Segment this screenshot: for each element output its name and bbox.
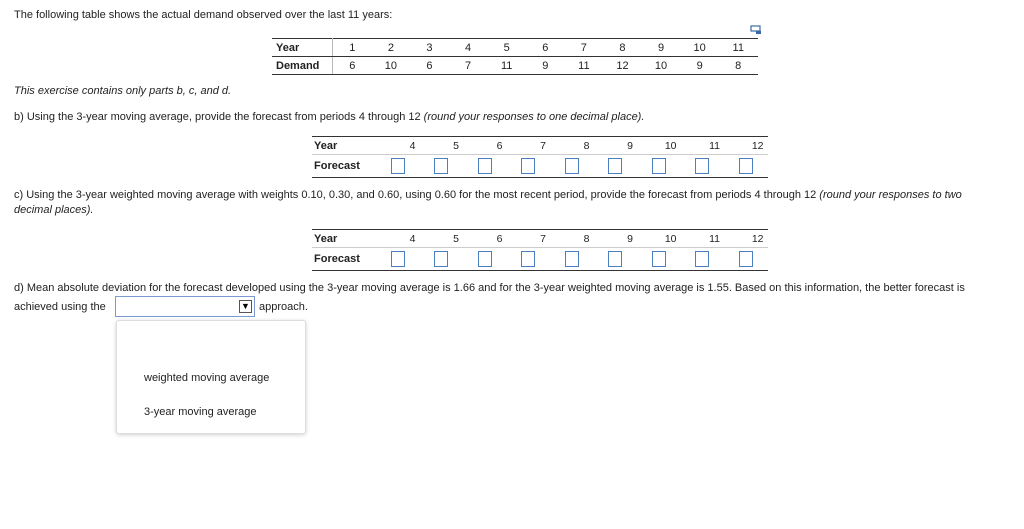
approach-dropdown-menu xyxy=(116,320,306,434)
part-c-forecast-table xyxy=(312,229,768,271)
part-b-year-cell: 6 xyxy=(463,137,507,155)
demand-year-cell: 1 xyxy=(333,39,372,57)
demand-year-cell: 10 xyxy=(680,39,719,57)
demand-value-cell: 7 xyxy=(449,57,488,75)
intro-text: The following table shows the actual demand observed over the last 11 years: xyxy=(14,9,393,21)
part-b-year-cell: 11 xyxy=(681,137,725,155)
approach-dropdown[interactable] xyxy=(115,296,255,317)
part-b-year-cell: 9 xyxy=(594,137,638,155)
part-b-forecast-input[interactable] xyxy=(521,158,535,174)
part-b-year-cell: 12 xyxy=(724,137,768,155)
part-b-year-cell: 8 xyxy=(550,137,594,155)
demand-value-cell: 10 xyxy=(642,57,681,75)
demand-year-cell: 2 xyxy=(372,39,411,57)
part-c-year-cell: 12 xyxy=(724,230,768,248)
part-c-forecast-cell xyxy=(463,248,507,271)
part-d-tail: approach. xyxy=(259,301,308,313)
part-c-forecast-input[interactable] xyxy=(521,251,535,267)
part-c-year-cell: 5 xyxy=(420,230,464,248)
part-b-forecast-input[interactable] xyxy=(608,158,622,174)
part-b-year-cell: 10 xyxy=(637,137,681,155)
part-c-year-cell: 8 xyxy=(550,230,594,248)
demand-value-cell: 6 xyxy=(410,57,449,75)
part-c-year-cell: 7 xyxy=(507,230,551,248)
exercise-note: This exercise contains only parts b, c, and d. xyxy=(14,85,232,97)
part-c-forecast-input[interactable] xyxy=(478,251,492,267)
part-b-forecast-input[interactable] xyxy=(652,158,666,174)
part-c-forecast-header: Forecast xyxy=(312,248,376,271)
demand-header: Demand xyxy=(272,57,333,75)
demand-value-cell: 11 xyxy=(487,57,526,75)
part-c-forecast-cell xyxy=(550,248,594,271)
demand-value-cell: 6 xyxy=(333,57,372,75)
part-c-year-cell: 9 xyxy=(594,230,638,248)
part-d-lead: achieved using the xyxy=(14,301,106,313)
demand-year-cell: 9 xyxy=(642,39,681,57)
demand-year-cell: 8 xyxy=(603,39,642,57)
part-c-forecast-input[interactable] xyxy=(565,251,579,267)
part-b-question: b) Using the 3-year moving average, provide the forecast from periods 4 through 12 (round your responses to one decimal place). xyxy=(14,111,645,123)
part-b-forecast-header: Forecast xyxy=(312,155,376,178)
demand-year-cell: 4 xyxy=(449,39,488,57)
demand-value-cell: 9 xyxy=(680,57,719,75)
part-b-forecast-cell xyxy=(724,155,768,178)
part-c-year-cell: 4 xyxy=(376,230,420,248)
option-weighted-moving-average[interactable]: weighted moving average xyxy=(144,372,270,384)
part-c-forecast-input[interactable] xyxy=(739,251,753,267)
demand-year-cell: 3 xyxy=(410,39,449,57)
part-c-year-cell: 10 xyxy=(637,230,681,248)
part-b-forecast-cell xyxy=(594,155,638,178)
demand-value-cell: 10 xyxy=(372,57,411,75)
part-c-forecast-cell xyxy=(594,248,638,271)
year-header: Year xyxy=(272,39,333,57)
part-c-question: c) Using the 3-year weighted moving average with weights 0.10, 0.30, and 0.60, using 0.60 for the most recent period, provide the forecast from periods 4 through 12 (round your responses to two xyxy=(14,189,962,201)
part-b-forecast-cell xyxy=(637,155,681,178)
demand-table xyxy=(272,38,758,75)
demand-value-cell: 9 xyxy=(526,57,565,75)
part-b-forecast-table xyxy=(312,136,768,178)
part-c-forecast-input[interactable] xyxy=(695,251,709,267)
part-b-forecast-cell xyxy=(463,155,507,178)
dropdown-arrow-icon[interactable]: ▼ xyxy=(239,300,252,313)
part-b-forecast-input[interactable] xyxy=(391,158,405,174)
calculator-icon[interactable] xyxy=(750,25,762,35)
demand-year-cell: 6 xyxy=(526,39,565,57)
option-3-year-moving-average[interactable]: 3-year moving average xyxy=(144,406,257,418)
part-c-forecast-input[interactable] xyxy=(434,251,448,267)
part-c-year-header: Year xyxy=(312,230,376,248)
part-b-forecast-cell xyxy=(420,155,464,178)
part-c-forecast-cell xyxy=(724,248,768,271)
part-b-forecast-cell xyxy=(550,155,594,178)
part-b-year-cell: 5 xyxy=(420,137,464,155)
demand-value-cell: 12 xyxy=(603,57,642,75)
part-d-question: d) Mean absolute deviation for the forecast developed using the 3-year moving average is 1.66 and for the 3-year weighted moving average is 1.55. Based on this information, the better forecast is xyxy=(14,282,965,294)
part-c-forecast-cell xyxy=(420,248,464,271)
part-c-forecast-input[interactable] xyxy=(608,251,622,267)
part-b-forecast-cell xyxy=(507,155,551,178)
part-c-forecast-input[interactable] xyxy=(391,251,405,267)
part-b-forecast-input[interactable] xyxy=(739,158,753,174)
part-b-forecast-input[interactable] xyxy=(565,158,579,174)
demand-year-cell: 5 xyxy=(487,39,526,57)
part-b-forecast-cell xyxy=(681,155,725,178)
part-c-question-cont: decimal places). xyxy=(14,204,94,216)
part-b-year-cell: 7 xyxy=(507,137,551,155)
part-c-forecast-cell xyxy=(376,248,420,271)
part-b-year-cell: 4 xyxy=(376,137,420,155)
part-b-year-header: Year xyxy=(312,137,376,155)
part-b-forecast-input[interactable] xyxy=(434,158,448,174)
part-b-forecast-input[interactable] xyxy=(478,158,492,174)
part-c-year-cell: 11 xyxy=(681,230,725,248)
demand-year-cell: 11 xyxy=(719,39,758,57)
demand-value-cell: 11 xyxy=(565,57,604,75)
part-b-forecast-input[interactable] xyxy=(695,158,709,174)
part-c-forecast-cell xyxy=(637,248,681,271)
demand-value-cell: 8 xyxy=(719,57,758,75)
part-c-forecast-cell xyxy=(681,248,725,271)
part-c-forecast-cell xyxy=(507,248,551,271)
part-b-forecast-cell xyxy=(376,155,420,178)
part-c-forecast-input[interactable] xyxy=(652,251,666,267)
part-c-year-cell: 6 xyxy=(463,230,507,248)
demand-year-cell: 7 xyxy=(565,39,604,57)
